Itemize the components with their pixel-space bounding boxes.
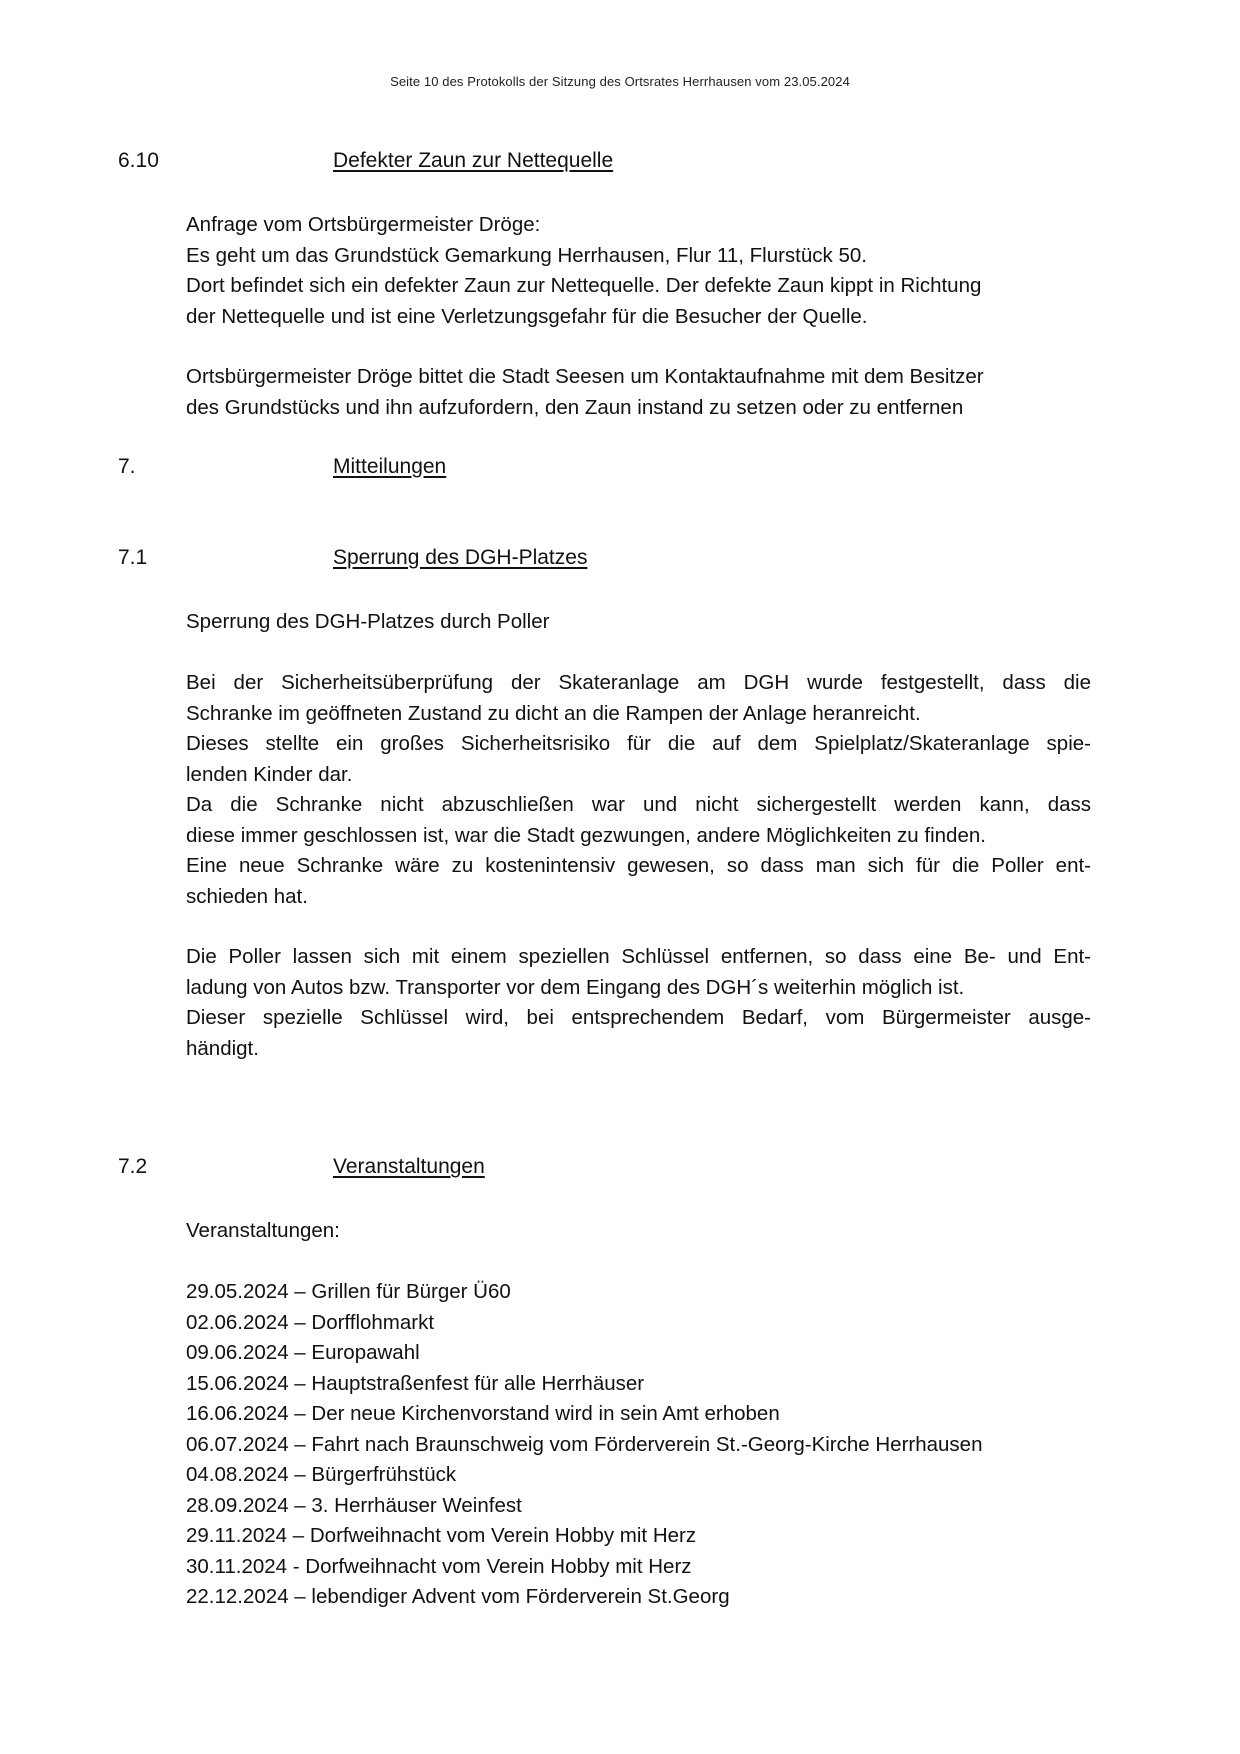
event-item: 09.06.2024 – Europawahl — [186, 1341, 420, 1364]
text-line: der Nettequelle und ist eine Verletzungsgefahr für die Besucher der Quelle. — [186, 304, 868, 328]
text-line: Ortsbürgermeister Dröge bittet die Stadt Seesen um Kontaktaufnahme mit dem Besitzer — [186, 365, 984, 388]
page-header: Seite 10 des Protokolls der Sitzung des Ortsrates Herrhausen vom 23.05.2024 — [390, 74, 850, 89]
section-7-2-intro — [186, 1216, 1091, 1247]
event-item: 28.09.2024 – 3. Herrhäuser Weinfest — [186, 1493, 522, 1517]
section-number-6-10: 6.10 — [118, 149, 159, 172]
text-line: Dort befindet sich ein defekter Zaun zur Nettequelle. Der defekte Zaun kippt in Richtung — [186, 274, 982, 297]
event-item: 06.07.2024 – Fahrt nach Braunschweig vom Förderverein St.-Georg-Kirche Herrhausen — [186, 1432, 983, 1456]
event-item: 15.06.2024 – Hauptstraßenfest für alle Herrhäuser — [186, 1371, 645, 1395]
text-line: Eine neue Schranke wäre zu kostenintensiv gewesen, so dass man sich für die Poller ent- — [186, 854, 1091, 877]
event-item: 02.06.2024 – Dorfflohmarkt — [186, 1310, 435, 1334]
section-number-7-1: 7.1 — [118, 546, 148, 569]
events-list — [186, 1277, 983, 1613]
text-line: händigt. — [186, 1036, 259, 1060]
section-7-1-paragraph-1 — [186, 668, 1091, 912]
text-line: Dieses stellte ein großes Sicherheitsrisiko für die auf dem Spielplatz/Skateranlage spie- — [186, 732, 1091, 755]
event-item: 04.08.2024 – Bürgerfrühstück — [186, 1463, 457, 1486]
text-line: Schranke im geöffneten Zustand zu dicht an die Rampen der Anlage heranreicht. — [186, 701, 921, 725]
section-number-7: 7. — [118, 455, 136, 478]
event-item: 22.12.2024 – lebendiger Advent vom Förderverein St.Georg — [186, 1585, 730, 1608]
event-item: 29.11.2024 – Dorfweihnacht vom Verein Hobby mit Herz — [186, 1524, 697, 1547]
event-item: 16.06.2024 – Der neue Kirchenvorstand wird in sein Amt erhoben — [186, 1402, 780, 1425]
text-line: Veranstaltungen: — [186, 1219, 340, 1242]
section-title-7-1: Sperrung des DGH-Platzes — [333, 546, 588, 569]
section-6-10-paragraph-1 — [186, 210, 1091, 332]
text-line: Da die Schranke nicht abzuschließen war und nicht sichergestellt werden kann, dass — [186, 793, 1091, 816]
text-line: Bei der Sicherheitsüberprüfung der Skateranlage am DGH wurde festgestellt, dass die — [186, 671, 1091, 694]
section-6-10-paragraph-2 — [186, 362, 1091, 423]
text-line: Die Poller lassen sich mit einem speziellen Schlüssel entfernen, so dass eine Be- und Ent- — [186, 945, 1091, 968]
section-7-1-paragraph-2 — [186, 942, 1091, 1064]
section-title-7: Mitteilungen — [333, 455, 447, 478]
text-line: Es geht um das Grundstück Gemarkung Herrhausen, Flur 11, Flurstück 50. — [186, 243, 867, 267]
section-7-1-intro — [186, 607, 1091, 638]
section-number-7-2: 7.2 — [118, 1155, 148, 1178]
text-line: des Grundstücks und ihn aufzufordern, den Zaun instand zu setzen oder zu entfernen — [186, 395, 964, 419]
text-line: lenden Kinder dar. — [186, 762, 353, 786]
text-line: diese immer geschlossen ist, war die Stadt gezwungen, andere Möglichkeiten zu finden. — [186, 823, 986, 847]
event-item: 29.05.2024 – Grillen für Bürger Ü60 — [186, 1280, 511, 1303]
section-title-7-2: Veranstaltungen — [333, 1155, 485, 1178]
text-line: schieden hat. — [186, 884, 308, 908]
text-line: Anfrage vom Ortsbürgermeister Dröge: — [186, 213, 541, 236]
text-line: Sperrung des DGH-Platzes durch Poller — [186, 610, 550, 633]
event-item: 30.11.2024 - Dorfweihnacht vom Verein Hobby mit Herz — [186, 1554, 692, 1578]
text-line: Dieser spezielle Schlüssel wird, bei entsprechendem Bedarf, vom Bürgermeister ausge- — [186, 1006, 1091, 1029]
section-title-6-10: Defekter Zaun zur Nettequelle — [333, 149, 614, 172]
text-line: ladung von Autos bzw. Transporter vor dem Eingang des DGH´s weiterhin möglich ist. — [186, 975, 965, 999]
